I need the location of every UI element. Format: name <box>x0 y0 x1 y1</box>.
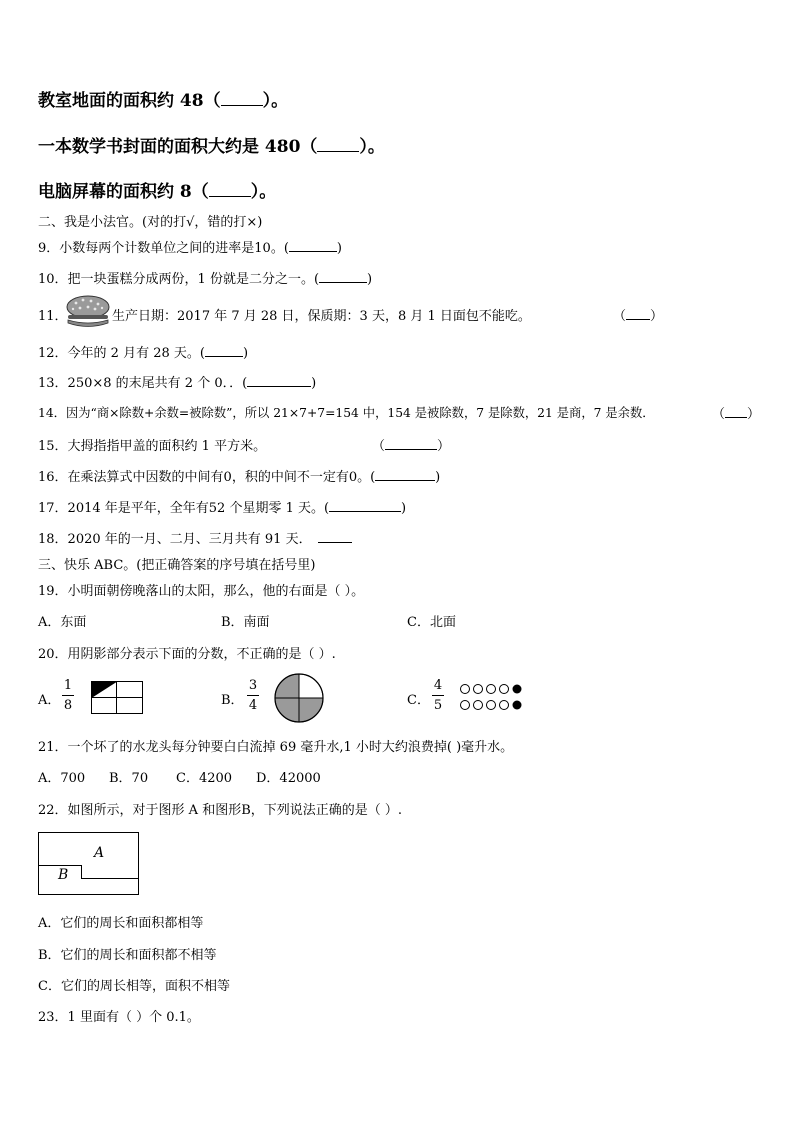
answer-blank[interactable] <box>319 281 367 283</box>
paren-open: （ <box>613 309 627 324</box>
question-14 <box>38 403 655 421</box>
option-21-c[interactable]: C．4200 <box>176 771 233 786</box>
question-number: 15． <box>38 439 68 454</box>
question-text: 2020 年的一月、二月、三月共有 91 天． <box>67 532 312 547</box>
question-15-answer <box>372 435 450 454</box>
answer-blank[interactable] <box>317 150 359 152</box>
paren-close: ） <box>437 439 451 454</box>
question-number: 17． <box>38 501 68 516</box>
paren-open: （ <box>372 439 386 454</box>
question-17 <box>38 497 406 516</box>
fill-line-text: ）。 <box>250 182 277 202</box>
answer-blank[interactable] <box>626 318 650 320</box>
option-21-a[interactable]: A．700 <box>38 771 86 786</box>
question-14-answer <box>712 403 760 422</box>
question-18 <box>38 528 352 547</box>
question-15 <box>38 435 266 454</box>
question-9 <box>38 237 342 256</box>
paren-close: ） <box>747 407 761 422</box>
question-number: 16． <box>38 470 68 485</box>
question-11-answer <box>613 305 663 324</box>
fill-line-text: ）。 <box>262 91 289 111</box>
question-number: 11． <box>38 309 68 324</box>
option-20-b[interactable]: B． <box>221 693 244 708</box>
question-10 <box>38 268 372 287</box>
shapes-a-b-figure <box>38 832 140 896</box>
option-20-a[interactable]: A． <box>38 693 61 708</box>
paren-close: ) <box>336 241 342 256</box>
question-11-body <box>112 305 531 324</box>
question-number: 14． <box>38 406 66 420</box>
question-text: 把一块蛋糕分成两份，1 份就是二分之一。( <box>67 272 320 287</box>
question-text: 今年的 2 月有 28 天。( <box>67 346 205 361</box>
question-20: 20．用阴影部分表示下面的分数，不正确的是（ ）. <box>38 647 336 662</box>
answer-blank[interactable] <box>318 541 352 543</box>
section-3-heading: 三、快乐 ABC。(把正确答案的序号填在括号里) <box>38 558 316 573</box>
question-number: 12． <box>38 346 68 361</box>
option-22-c[interactable]: C．它们的周长相等，面积不相等 <box>38 979 230 994</box>
option-19-a[interactable]: A．东面 <box>38 615 87 630</box>
option-19-c[interactable]: C．北面 <box>407 615 456 630</box>
paren-close: ) <box>367 272 373 287</box>
option-21-b[interactable]: B．70 <box>109 771 149 786</box>
fraction-denominator: 8 <box>63 698 73 713</box>
fraction-numerator: 3 <box>248 678 258 693</box>
fraction-denominator: 5 <box>433 698 443 713</box>
answer-blank[interactable] <box>209 195 251 197</box>
shape-label-b: B <box>58 867 69 883</box>
fill-line-text: 教室地面的面积约 48（ <box>38 91 221 111</box>
fraction-one-eighth <box>62 678 74 713</box>
question-text: 小数每两个计数单位之间的进率是10。( <box>59 241 289 256</box>
answer-blank[interactable] <box>205 355 243 357</box>
paren-close: ) <box>242 346 249 361</box>
option-22-a[interactable]: A．它们的周长和面积都相等 <box>38 916 204 931</box>
question-21: 21．一个坏了的水龙头每分钟要白白流掉 69 毫升水,1 小时大约浪费掉( )毫升水。 <box>38 740 514 755</box>
fill-line-text: ）。 <box>359 137 385 157</box>
answer-blank[interactable] <box>385 448 437 450</box>
question-13 <box>38 372 316 391</box>
question-23: 23．1 里面有（ ）个 0.1。 <box>38 1010 200 1025</box>
answer-blank[interactable] <box>329 510 401 512</box>
question-text: 2014 年是平年，全年有52 个星期零 1 天。( <box>67 501 330 516</box>
answer-blank[interactable] <box>375 479 435 481</box>
question-text: 250×8 的末尾共有 2 个 0．．( <box>67 376 248 391</box>
option-22-b[interactable]: B．它们的周长和面积都不相等 <box>38 948 217 963</box>
paren-close: ) <box>311 376 317 391</box>
option-19-b[interactable]: B．南面 <box>221 615 270 630</box>
section-2-heading: 二、我是小法官。(对的打√，错的打×) <box>38 215 263 230</box>
fill-line-3 <box>38 177 276 202</box>
circle-quarters-figure <box>274 673 324 723</box>
paren-open: （ <box>712 407 726 422</box>
question-number: 10． <box>38 272 68 287</box>
question-number: 9． <box>38 241 60 256</box>
option-21-d[interactable]: D．42000 <box>256 771 321 786</box>
question-text: 因为“商×除数+余数=被除数”，所以 21×7+7=154 中，154 是被除数，7 是除数，21 是商，7 是余数． <box>65 406 655 420</box>
fill-line-2 <box>38 132 385 157</box>
question-19: 19．小明面朝傍晚落山的太阳，那么，他的右面是（ ）。 <box>38 584 365 599</box>
fraction-numerator: 1 <box>63 678 73 693</box>
question-12 <box>38 342 248 361</box>
question-text: 生产日期：2017 年 7 月 28 日，保质期：3 天，8 月 1 日面包不能吃。 <box>112 309 531 324</box>
paren-close: ) <box>401 501 407 516</box>
question-text: 大拇指指甲盖的面积约 1 平方米。 <box>67 439 267 454</box>
paren-close: ) <box>435 470 441 485</box>
fill-line-text: 电脑屏幕的面积约 8（ <box>38 182 209 202</box>
question-number: 18． <box>38 532 68 547</box>
circles-figure <box>459 682 533 712</box>
fraction-denominator: 4 <box>248 698 258 713</box>
answer-blank[interactable] <box>725 416 747 418</box>
fraction-numerator: 4 <box>433 678 443 693</box>
fill-line-text: 一本数学书封面的面积大约是 480（ <box>38 137 318 157</box>
question-16 <box>38 466 440 485</box>
answer-blank[interactable] <box>221 104 263 106</box>
answer-blank[interactable] <box>289 250 337 252</box>
question-22: 22．如图所示，对于图形 A 和图形B，下列说法正确的是（ ）. <box>38 803 403 818</box>
option-20-c[interactable]: C． <box>407 693 430 708</box>
shape-label-a: A <box>94 845 105 861</box>
fill-line-1 <box>38 86 288 111</box>
paren-close: ） <box>650 309 664 324</box>
question-text: 在乘法算式中因数的中间有0，积的中间不一定有0。( <box>67 470 376 485</box>
bread-icon <box>64 294 112 330</box>
question-number: 13． <box>38 376 68 391</box>
answer-blank[interactable] <box>247 385 311 387</box>
fraction-four-fifths <box>432 678 444 713</box>
fraction-three-quarters <box>247 678 259 713</box>
rectangle-grid-figure <box>91 681 143 715</box>
